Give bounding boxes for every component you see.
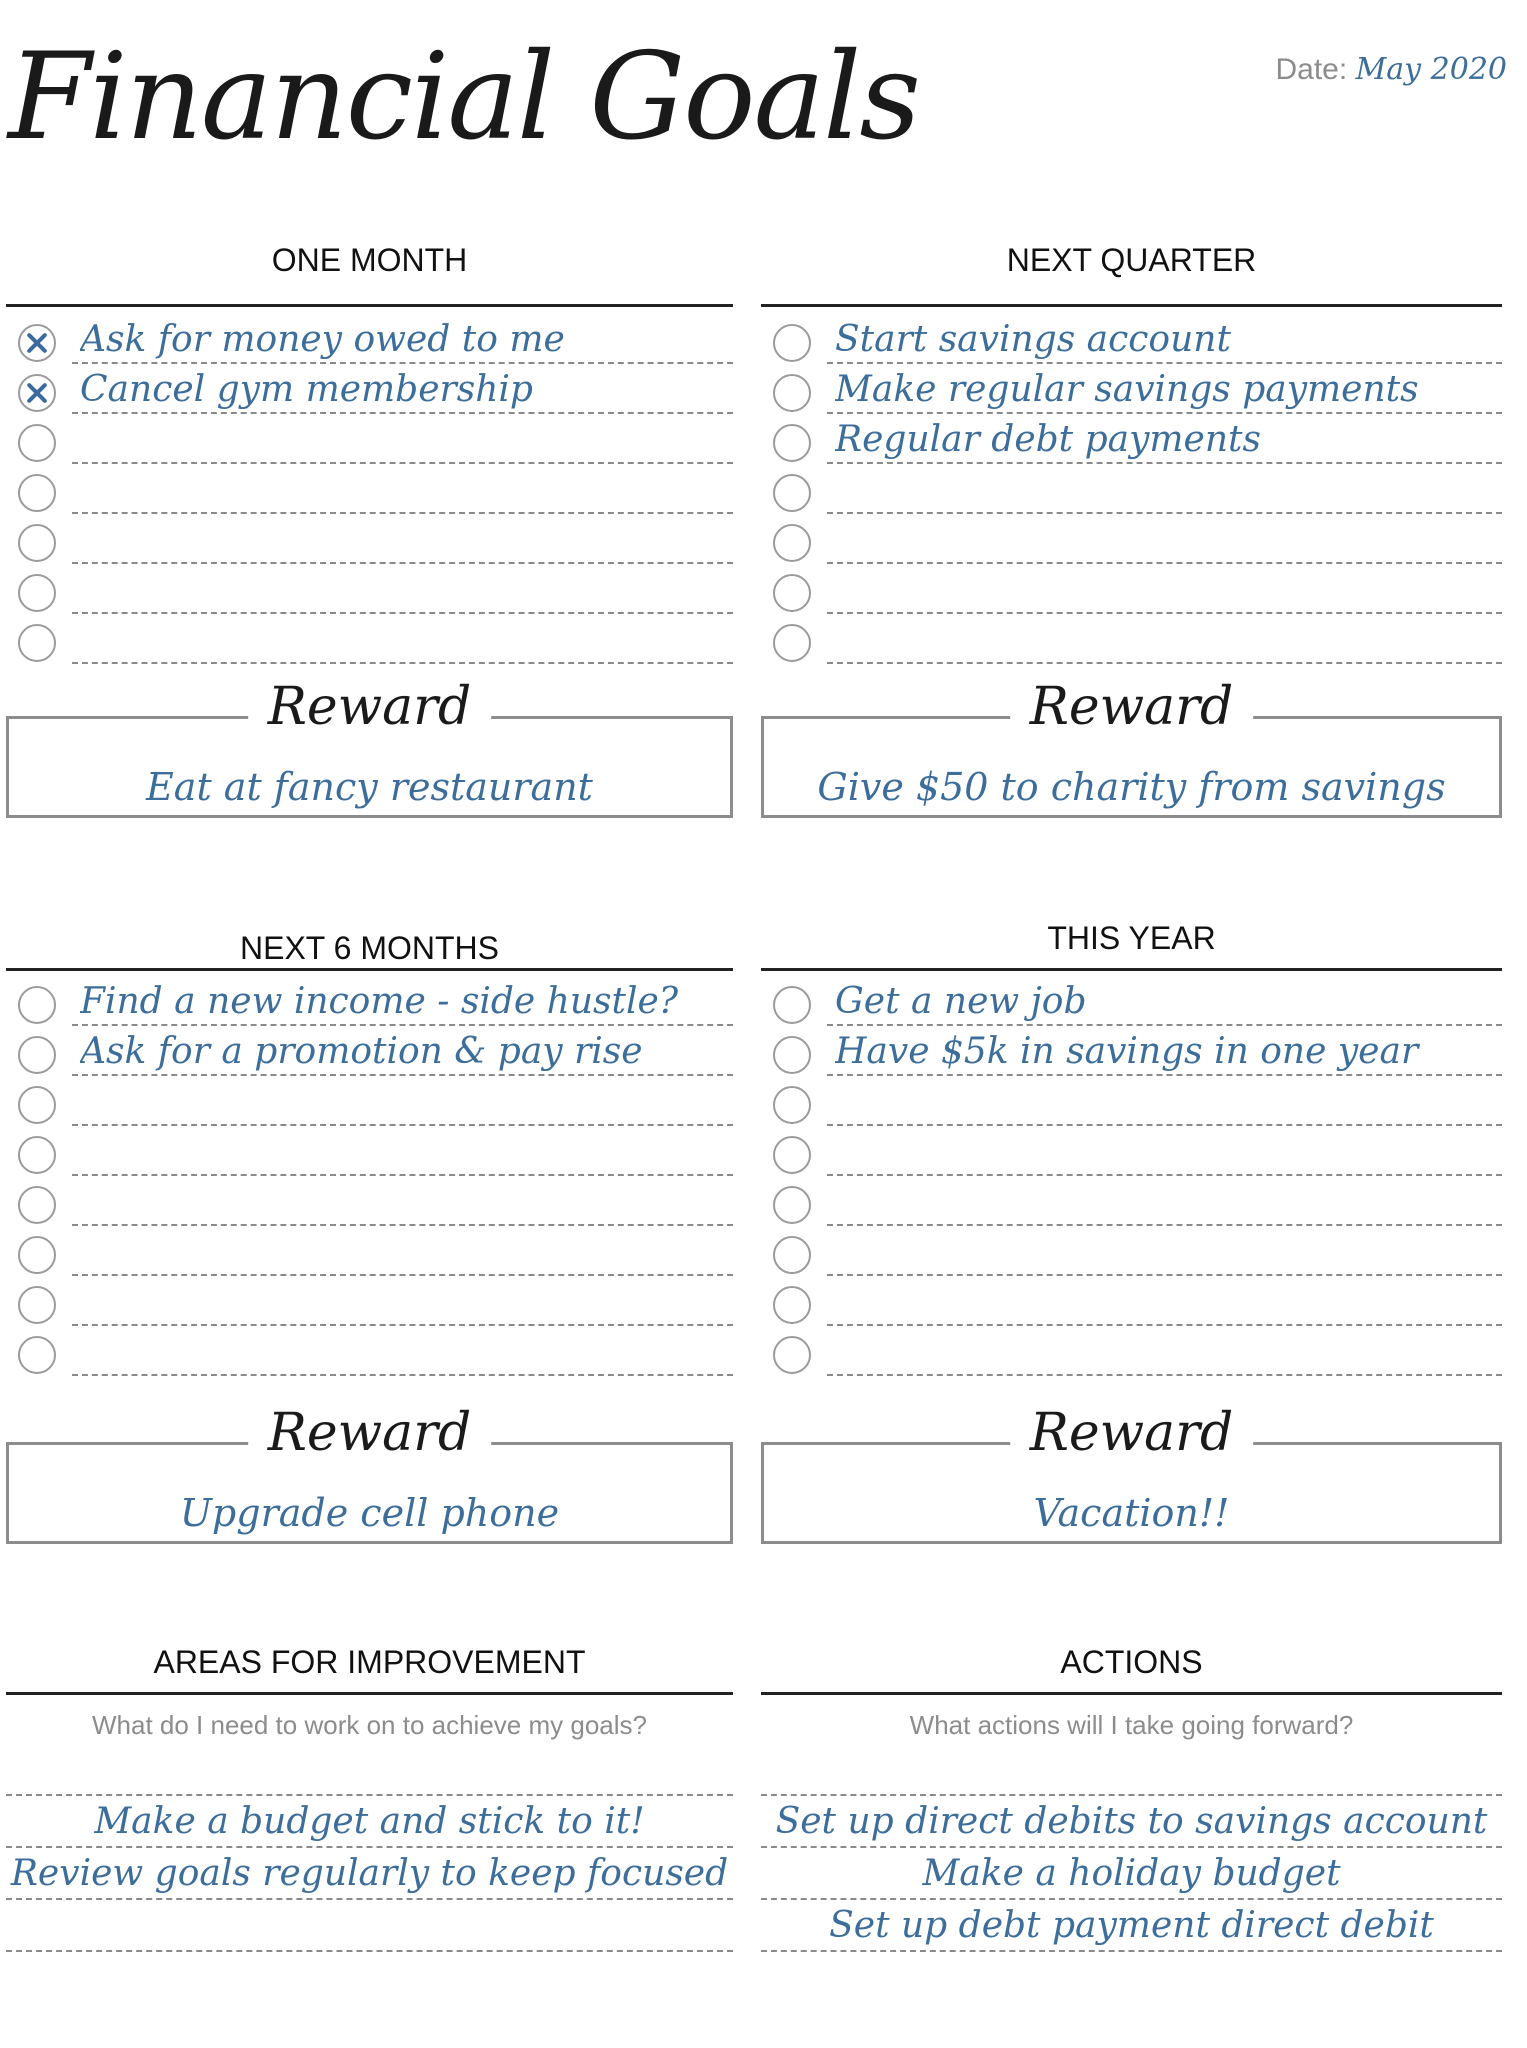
checkbox[interactable] xyxy=(773,1136,811,1174)
checkbox[interactable] xyxy=(773,574,811,612)
checklist-row xyxy=(6,464,733,514)
reward-text: Vacation!! xyxy=(1033,1491,1230,1535)
checklist-row xyxy=(6,564,733,614)
reward-text: Give $50 to charity from savings xyxy=(817,765,1446,809)
section-next-6-months xyxy=(6,922,733,1546)
checklist-row xyxy=(6,614,733,664)
checklist xyxy=(6,314,733,664)
checkbox[interactable] xyxy=(773,1036,811,1074)
section-heading: NEXT 6 MONTHS xyxy=(240,930,499,966)
checkbox[interactable] xyxy=(18,1336,56,1374)
note-text: Review goals regularly to keep focused xyxy=(10,1853,729,1894)
checklist-row xyxy=(761,514,1502,564)
checkbox[interactable] xyxy=(18,624,56,662)
section-this-year xyxy=(761,922,1502,1546)
dashed-line xyxy=(827,1374,1502,1376)
notes-lines xyxy=(761,1794,1502,2002)
date-label: Date: xyxy=(1275,53,1348,86)
goal-text: Start savings account xyxy=(835,319,1231,360)
goal-text: Regular debt payments xyxy=(835,419,1261,460)
section-heading: THIS YEAR xyxy=(1047,920,1216,956)
checklist-row xyxy=(761,564,1502,614)
goal-text: Ask for a promotion & pay rise xyxy=(80,1031,643,1072)
checkbox[interactable] xyxy=(18,574,56,612)
checkbox[interactable] xyxy=(18,1236,56,1274)
reward-box xyxy=(6,1403,733,1544)
section-heading: NEXT QUARTER xyxy=(1006,242,1257,278)
reward-label: Reward xyxy=(248,677,492,737)
checklist-row xyxy=(761,614,1502,664)
note-text: Set up debt payment direct debit xyxy=(829,1905,1434,1946)
section-prompt: What actions will I take going forward? xyxy=(909,1710,1354,1740)
section-heading: ACTIONS xyxy=(1060,1644,1203,1680)
reward-label: Reward xyxy=(248,1403,492,1463)
note-text: Make a budget and stick to it! xyxy=(94,1801,645,1842)
goal-text: Make regular savings payments xyxy=(835,369,1419,410)
section-rule xyxy=(6,1692,733,1695)
section-heading: AREAS FOR IMPROVEMENT xyxy=(153,1644,586,1680)
note-line xyxy=(6,1898,733,1950)
reward-label: Reward xyxy=(1010,677,1254,737)
checkbox[interactable] xyxy=(773,1336,811,1374)
checklist-row xyxy=(761,1126,1502,1176)
checklist-row xyxy=(761,314,1502,364)
note-line xyxy=(761,1794,1502,1846)
date-value: May 2020 xyxy=(1355,52,1507,87)
reward-text: Eat at fancy restaurant xyxy=(146,765,593,809)
checklist-row xyxy=(761,464,1502,514)
checklist-row xyxy=(6,314,733,364)
checklist-row xyxy=(6,1226,733,1276)
reward-box xyxy=(761,1403,1502,1544)
checklist-row xyxy=(6,1126,733,1176)
goal-text: Find a new income - side hustle? xyxy=(80,981,679,1022)
note-line xyxy=(761,1950,1502,2002)
section-rule xyxy=(761,304,1502,307)
goal-text: Have $5k in savings in one year xyxy=(835,1031,1419,1072)
checklist-row xyxy=(761,1026,1502,1076)
section-heading: ONE MONTH xyxy=(271,242,468,278)
note-text: Make a holiday budget xyxy=(922,1853,1341,1894)
checklist-row xyxy=(761,414,1502,464)
checklist-row xyxy=(761,976,1502,1026)
dashed-line xyxy=(72,662,733,664)
checklist-row xyxy=(761,1326,1502,1376)
checkbox[interactable] xyxy=(773,324,811,362)
note-line xyxy=(6,1794,733,1846)
section-prompt: What do I need to work on to achieve my goals? xyxy=(92,1710,647,1740)
section-rule xyxy=(761,1692,1502,1695)
checkbox[interactable] xyxy=(773,1286,811,1324)
checkbox[interactable] xyxy=(773,524,811,562)
checkbox[interactable] xyxy=(18,1036,56,1074)
goal-text: Get a new job xyxy=(835,981,1087,1022)
checklist-row xyxy=(6,1076,733,1126)
checklist xyxy=(761,314,1502,664)
notes-lines xyxy=(6,1794,733,2002)
checkbox[interactable] xyxy=(773,1186,811,1224)
section-rule xyxy=(6,304,733,307)
section-rule xyxy=(6,968,733,971)
checklist xyxy=(6,976,733,1376)
checkbox[interactable] xyxy=(773,1236,811,1274)
checklist-row xyxy=(6,1276,733,1326)
goal-text: Cancel gym membership xyxy=(80,369,533,410)
reward-text: Upgrade cell phone xyxy=(179,1491,560,1535)
dashed-line xyxy=(827,662,1502,664)
checkbox[interactable] xyxy=(18,424,56,462)
dashed-line xyxy=(72,1374,733,1376)
note-line xyxy=(6,1846,733,1898)
checklist-row xyxy=(6,1326,733,1376)
date-field xyxy=(1276,52,1508,87)
checkbox[interactable] xyxy=(773,474,811,512)
checklist-row xyxy=(6,1026,733,1076)
checkbox[interactable] xyxy=(18,1086,56,1124)
page-title: Financial Goals xyxy=(8,28,920,167)
checklist-row xyxy=(6,976,733,1026)
checkbox[interactable] xyxy=(773,986,811,1024)
checkbox[interactable] xyxy=(773,374,811,412)
checklist-row xyxy=(6,514,733,564)
checklist-row xyxy=(761,1226,1502,1276)
note-line xyxy=(761,1898,1502,1950)
checklist-row xyxy=(6,1176,733,1226)
reward-box xyxy=(761,677,1502,818)
reward-label: Reward xyxy=(1010,1403,1254,1463)
section-actions xyxy=(761,1644,1502,2044)
section-next-quarter xyxy=(761,238,1502,818)
checkbox[interactable] xyxy=(18,986,56,1024)
checkbox[interactable] xyxy=(18,1186,56,1224)
checklist-row xyxy=(761,1276,1502,1326)
checklist-row xyxy=(761,1176,1502,1226)
checklist-row xyxy=(761,364,1502,414)
checkbox[interactable] xyxy=(18,1136,56,1174)
checkbox[interactable] xyxy=(773,424,811,462)
note-line xyxy=(761,1846,1502,1898)
checkbox[interactable] xyxy=(18,474,56,512)
note-line xyxy=(6,1950,733,2002)
checkbox[interactable] xyxy=(773,624,811,662)
checklist xyxy=(761,976,1502,1376)
note-text: Set up direct debits to savings account xyxy=(775,1801,1488,1842)
section-areas-for-improvement xyxy=(6,1644,733,2044)
section-one-month xyxy=(6,238,733,818)
goal-text: Ask for money owed to me xyxy=(80,319,565,360)
checklist-row xyxy=(6,414,733,464)
checkbox-checked[interactable] xyxy=(18,374,56,412)
checkbox-checked[interactable] xyxy=(18,324,56,362)
checklist-row xyxy=(761,1076,1502,1126)
checkbox[interactable] xyxy=(18,524,56,562)
reward-box xyxy=(6,677,733,818)
checkbox[interactable] xyxy=(773,1086,811,1124)
section-rule xyxy=(761,968,1502,971)
checklist-row xyxy=(6,364,733,414)
checkbox[interactable] xyxy=(18,1286,56,1324)
